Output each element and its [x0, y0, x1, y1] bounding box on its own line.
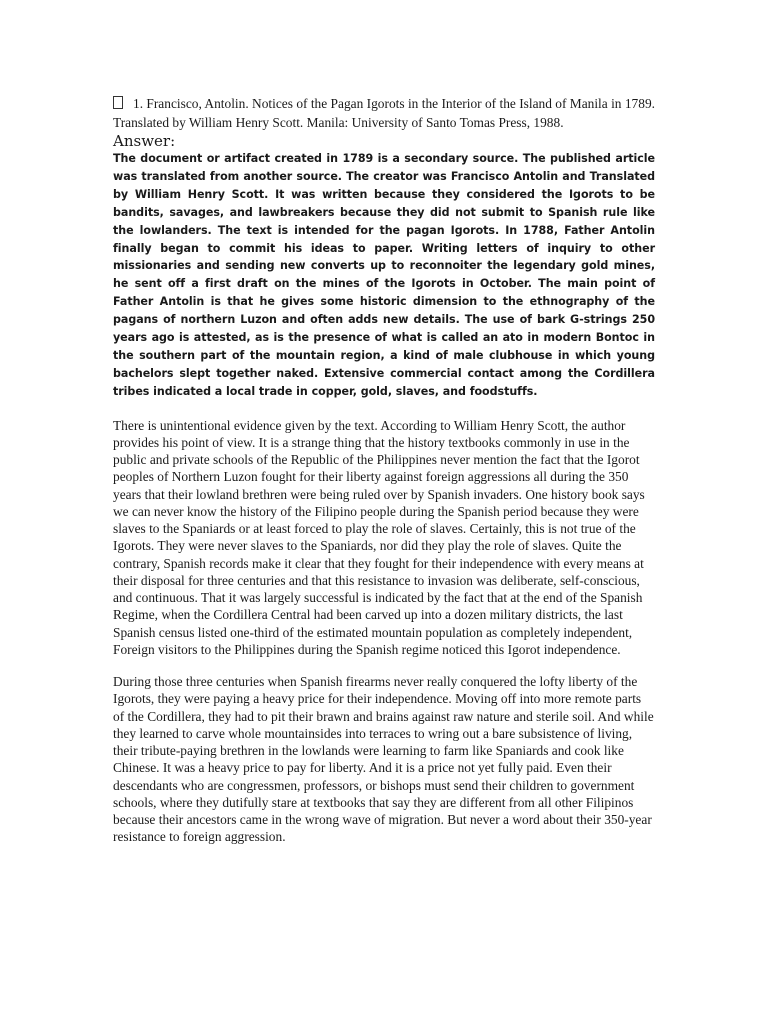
body-paragraph-2: During those three centuries when Spanish firearms never really conquered the lofty liberty of the Igorots, they were paying a heavy price for their independence. Moving off into more remote parts of the Cordillera, they had to pit their brawn and brains against raw nature and sterile soil. And while they learned to carve whole mountainsides into terraces to wring out a bare subsistence of living, their tribute-paying brethren in the lowlands were learning to farm like Spaniards and cook like Chinese. It was a heavy price to pay for liberty. And it is a price not yet fully paid. Even their descendants who are congressmen, professors, or bishops must send their children to government schools, where they dutifully stare at textbooks that say they are different from all other Filipinos because their ancestors came in the wrong wave of migration. But never a word about their 350-year resistance to foreign aggression.: [113, 674, 654, 845]
answer-text: The document or artifact created in 1789 is a secondary source. The published article was translated from another source. The creator was Francisco Antolin and Translated by William Henry Scott. It was written because they considered the Igorots to be bandits, savages, and lawbreakers because they did not submit to Spanish rule like the lowlanders. The text is intended for the pagan Igorots. In 1788, Father Antolin finally began to commit his ideas to paper. Writing letters of inquiry to other missionaries and sending new converts up to reconnoiter the legendary gold mines, he sent off a first draft on the mines of the Igorots in October. The main point of Father Antolin is that he gives some historic dimension to the ethnography of the pagans of northern Luzon and often adds new details. The use of bark G-strings 250 years ago is attested, as is the presence of what is called an ato in modern Bontoc in the southern part of the mountain region, a kind of male clubhouse in which young bachelors slept together naked. Extensive commercial contact among the Cordillera tribes indicated a local trade in copper, gold, slaves, and foodstuffs.: [113, 152, 655, 398]
answer-label: Answer:: [113, 132, 176, 150]
citation-text: 1. Francisco, Antolin. Notices of the Pagan Igorots in the Interior of the Island of Manila in 1789. Translated by William Henry Scott. Manila: University of Santo Tomas Press, 1988.: [113, 96, 655, 130]
citation: [113, 94, 655, 132]
paragraph-spacer: [113, 658, 655, 673]
body-paragraph-1: There is unintentional evidence given by the text. According to William Henry Scott, the author provides his point of view. It is a strange thing that the history textbooks commonly in use in the public and private schools of the Republic of the Philippines never mention the fact that the Igorot peoples of Northern Luzon fought for their liberty against foreign aggressions all during the 350 years that their lowland brethren were being ruled over by Spanish invaders. One history book says we can never know the history of the Filipino people during the Spanish period because they were slaves to the Spaniards or at least forced to play the role of slaves. Certainly, this is not true of the Igorots. They were never slaves to the Spaniards, nor did they play the role of slaves. Quite the contrary, Spanish records make it clear that they fought for their independence with every means at their disposal for three centuries and that this resistance to invasion was deliberate, self-conscious, and continuous. That it was largely successful is indicated by the fact that at the end of the Spanish Regime, when the Cordillera Central had been carved up into a dozen military districts, the last Spanish census listed one-third of the estimated mountain population as completely independent, Foreign visitors to the Philippines during the Spanish regime noticed this Igorot independence.: [113, 417, 645, 657]
paragraph-spacer: [113, 401, 655, 417]
document-page: [113, 94, 655, 846]
bullet-icon: [113, 96, 123, 109]
